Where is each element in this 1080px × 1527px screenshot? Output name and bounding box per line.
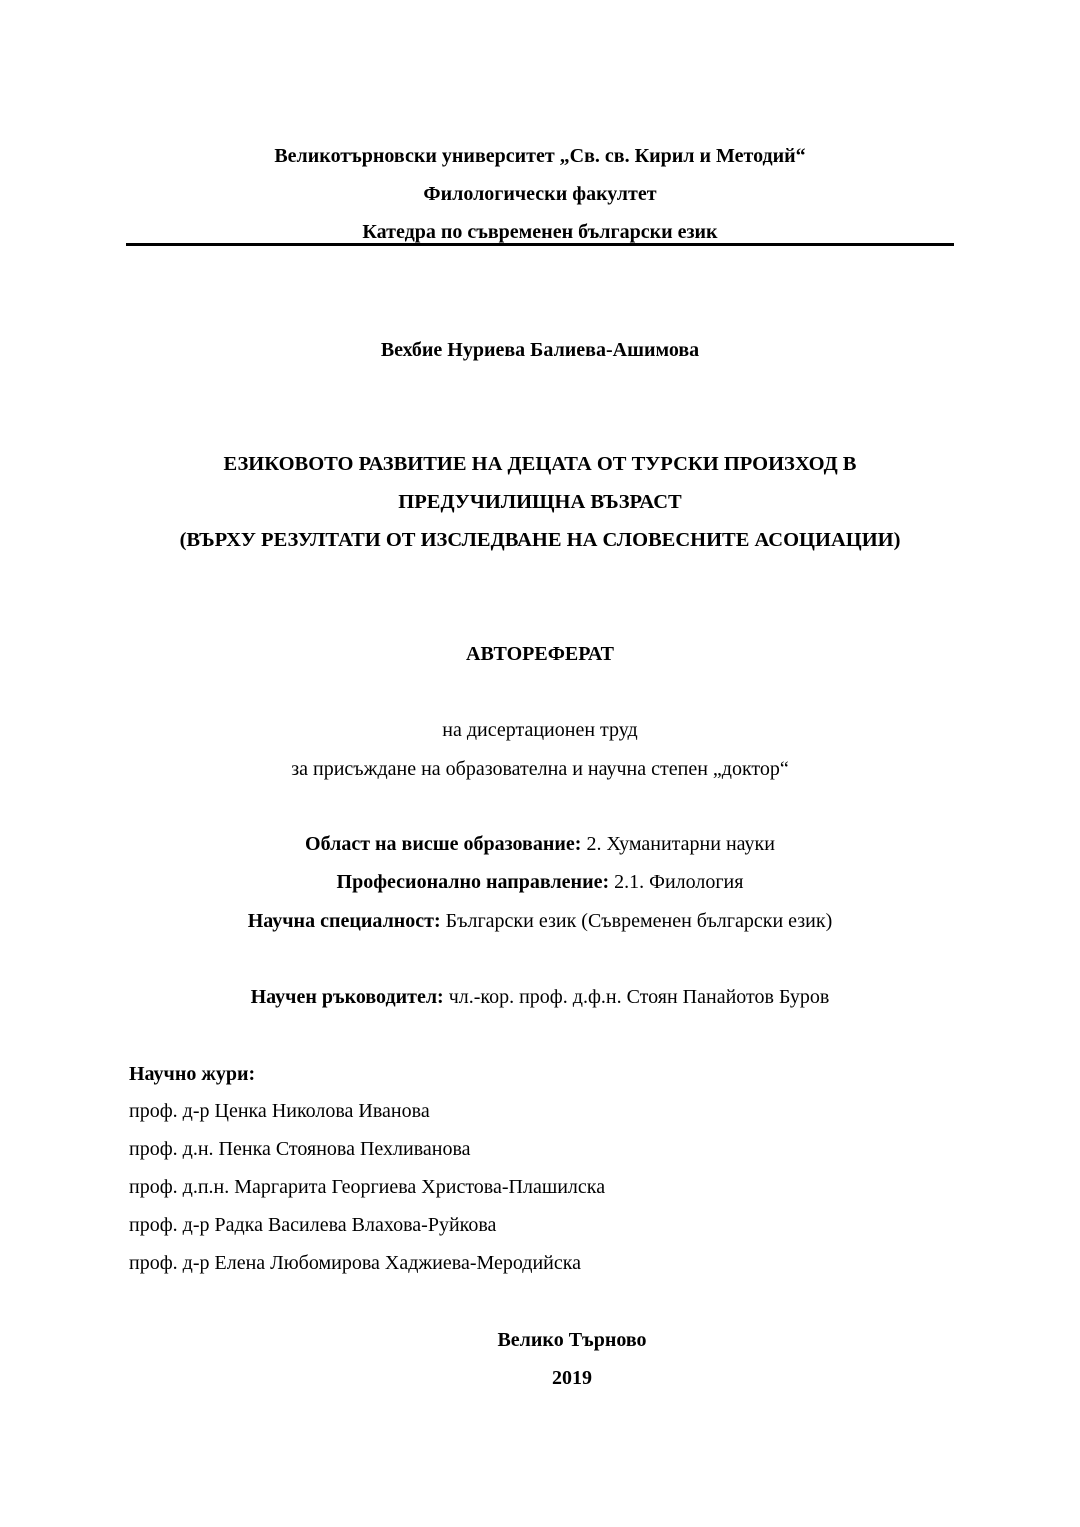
purpose-line-1: на дисертационен труд [442, 719, 638, 741]
purpose-line-2: за присъждане на образователна и научна степен „доктор“ [291, 758, 789, 780]
document-type: АВТОРЕФЕРАТ [466, 643, 614, 665]
jury-member: проф. д-р Радка Василева Влахова-Руйкова [129, 1214, 497, 1236]
scientific-specialty [0, 909, 1080, 933]
title-line-3: (ВЪРХУ РЕЗУЛТАТИ ОТ ИЗСЛЕДВАНЕ НА СЛОВЕСНИТЕ АСОЦИАЦИИ) [179, 529, 901, 551]
direction-value: 2.1. Филология [609, 871, 744, 893]
specialty-value: Български език (Съвременен български език) [440, 910, 833, 932]
area-of-education [0, 832, 1080, 856]
jury-member: проф. д-р Ценка Николова Иванова [129, 1100, 430, 1122]
university-name: Великотърновски университет „Св. св. Кирил и Методий“ [274, 145, 806, 167]
faculty-name: Филологически факултет [423, 183, 657, 205]
jury-member: проф. д.н. Пенка Стоянова Пехливанова [129, 1138, 471, 1160]
year: 2019 [552, 1367, 592, 1389]
supervisor-value: чл.-кор. проф. д.ф.н. Стоян Панайотов Буров [443, 986, 830, 1008]
direction-label: Професионално направление: [336, 871, 610, 893]
city: Велико Търново [497, 1329, 647, 1351]
supervisor-label: Научен ръководител: [250, 986, 444, 1008]
author-name: Вехбие Нуриева Балиева-Ашимова [380, 339, 700, 361]
supervisor [0, 985, 1080, 1009]
jury-member: проф. д.п.н. Маргарита Георгиева Христова-Плашилска [129, 1176, 606, 1198]
area-value: 2. Хуманитарни науки [581, 833, 775, 855]
title-line-1: ЕЗИКОВОТО РАЗВИТИЕ НА ДЕЦАТА ОТ ТУРСКИ ПРОИЗХОД В [223, 453, 857, 475]
jury-label: Научно жури: [129, 1063, 256, 1085]
jury-member: проф. д-р Елена Любомирова Хаджиева-Меродийска [129, 1252, 582, 1274]
header-divider [126, 243, 954, 246]
area-label: Област на висше образование: [305, 833, 582, 855]
specialty-label: Научна специалност: [247, 910, 441, 932]
department-name: Катедра по съвременен български език [362, 221, 718, 243]
professional-direction [0, 870, 1080, 894]
title-line-2: ПРЕДУЧИЛИЩНА ВЪЗРАСТ [398, 491, 682, 513]
